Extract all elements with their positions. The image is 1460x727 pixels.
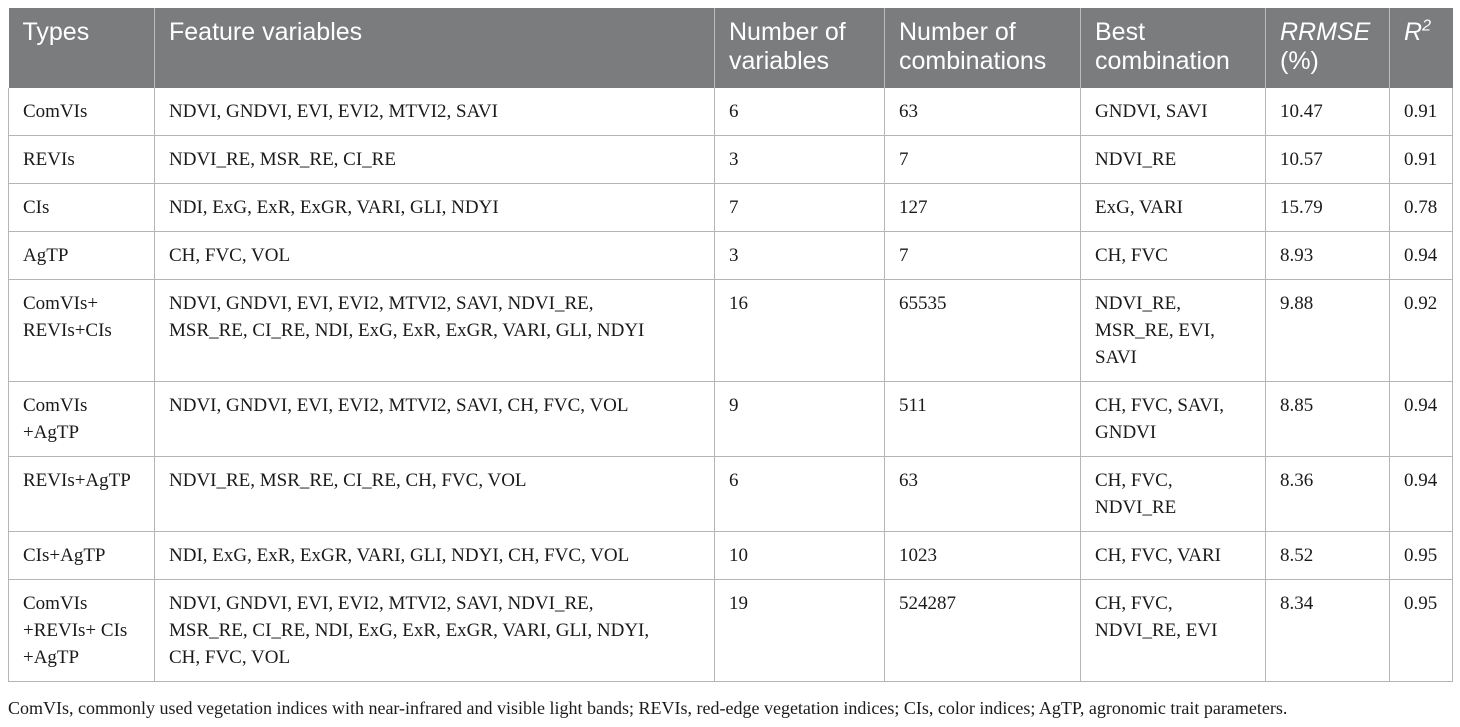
cell-best-combination: CH, FVC, NDVI_RE [1081,457,1266,532]
header-r-squared [1390,8,1453,88]
cell-number-of-variables: 16 [715,280,885,382]
cell-number-of-variables: 9 [715,382,885,457]
results-table [8,8,1453,682]
table-row [9,184,1453,232]
cell-number-of-combinations: 524287 [885,580,1081,682]
header-r-superscript: 2 [1422,17,1431,35]
cell-number-of-combinations: 63 [885,457,1081,532]
table-row [9,532,1453,580]
cell-number-of-variables: 6 [715,88,885,136]
cell-number-of-variables: 6 [715,457,885,532]
header-number-of-variables: Number of variables [715,8,885,88]
cell-number-of-combinations: 511 [885,382,1081,457]
cell-type: REVIs+AgTP [9,457,155,532]
cell-best-combination: NDVI_RE [1081,136,1266,184]
table-header [9,8,1453,88]
cell-r-squared: 0.94 [1390,382,1453,457]
cell-r-squared: 0.91 [1390,136,1453,184]
cell-type: REVIs [9,136,155,184]
cell-type: CIs [9,184,155,232]
cell-r-squared: 0.94 [1390,232,1453,280]
cell-number-of-combinations: 63 [885,88,1081,136]
table-row [9,88,1453,136]
cell-type: ComVIs [9,88,155,136]
cell-rrmse: 15.79 [1266,184,1390,232]
cell-best-combination: CH, FVC, SAVI, GNDVI [1081,382,1266,457]
cell-number-of-variables: 3 [715,232,885,280]
cell-feature-variables: NDI, ExG, ExR, ExGR, VARI, GLI, NDYI [155,184,715,232]
cell-number-of-combinations: 7 [885,136,1081,184]
cell-rrmse: 9.88 [1266,280,1390,382]
cell-number-of-variables: 3 [715,136,885,184]
cell-feature-variables: NDVI, GNDVI, EVI, EVI2, MTVI2, SAVI, CH, FVC, VOL [155,382,715,457]
cell-best-combination: CH, FVC, VARI [1081,532,1266,580]
cell-r-squared: 0.92 [1390,280,1453,382]
cell-rrmse: 8.34 [1266,580,1390,682]
table-row [9,580,1453,682]
cell-number-of-combinations: 7 [885,232,1081,280]
cell-feature-variables: NDVI_RE, MSR_RE, CI_RE [155,136,715,184]
results-table-container [8,8,1452,682]
table-row [9,457,1453,532]
header-r-label: R [1404,18,1423,46]
table-row [9,280,1453,382]
cell-rrmse: 8.85 [1266,382,1390,457]
cell-best-combination: CH, FVC, NDVI_RE, EVI [1081,580,1266,682]
cell-rrmse: 8.36 [1266,457,1390,532]
cell-r-squared: 0.95 [1390,532,1453,580]
table-footnote: ComVIs, commonly used vegetation indices with near-infrared and visible light bands; REVIs, red-edge vegetation indices; CIs, color indices; AgTP, agronomic trait parameters. [8,698,1288,718]
cell-best-combination: CH, FVC [1081,232,1266,280]
cell-feature-variables: NDVI, GNDVI, EVI, EVI2, MTVI2, SAVI, NDVI_RE, MSR_RE, CI_RE, NDI, ExG, ExR, ExGR, VARI, GLI, NDYI, CH, FVC, VOL [155,580,715,682]
cell-number-of-combinations: 127 [885,184,1081,232]
header-number-of-combinations: Number of combinations [885,8,1081,88]
cell-number-of-variables: 19 [715,580,885,682]
cell-best-combination: ExG, VARI [1081,184,1266,232]
table-row [9,232,1453,280]
cell-rrmse: 8.52 [1266,532,1390,580]
cell-r-squared: 0.78 [1390,184,1453,232]
cell-rrmse: 10.47 [1266,88,1390,136]
cell-number-of-variables: 7 [715,184,885,232]
header-types: Types [9,8,155,88]
cell-number-of-variables: 10 [715,532,885,580]
cell-feature-variables: CH, FVC, VOL [155,232,715,280]
cell-type: ComVIs +AgTP [9,382,155,457]
cell-type: AgTP [9,232,155,280]
table-row [9,382,1453,457]
cell-rrmse: 8.93 [1266,232,1390,280]
cell-number-of-combinations: 65535 [885,280,1081,382]
cell-type: ComVIs +REVIs+ CIs +AgTP [9,580,155,682]
header-rrmse-label: RRMSE [1280,18,1371,46]
cell-r-squared: 0.91 [1390,88,1453,136]
cell-r-squared: 0.94 [1390,457,1453,532]
cell-feature-variables: NDI, ExG, ExR, ExGR, VARI, GLI, NDYI, CH, FVC, VOL [155,532,715,580]
cell-best-combination: NDVI_RE, MSR_RE, EVI, SAVI [1081,280,1266,382]
header-rrmse [1266,8,1390,88]
cell-rrmse: 10.57 [1266,136,1390,184]
cell-feature-variables: NDVI_RE, MSR_RE, CI_RE, CH, FVC, VOL [155,457,715,532]
cell-feature-variables: NDVI, GNDVI, EVI, EVI2, MTVI2, SAVI [155,88,715,136]
cell-r-squared: 0.95 [1390,580,1453,682]
header-best-combination: Best combination [1081,8,1266,88]
cell-feature-variables: NDVI, GNDVI, EVI, EVI2, MTVI2, SAVI, NDVI_RE, MSR_RE, CI_RE, NDI, ExG, ExR, ExGR, VARI, GLI, NDYI [155,280,715,382]
cell-best-combination: GNDVI, SAVI [1081,88,1266,136]
cell-type: CIs+AgTP [9,532,155,580]
header-feature-variables: Feature variables [155,8,715,88]
table-body [9,88,1453,682]
cell-number-of-combinations: 1023 [885,532,1081,580]
cell-type: ComVIs+ REVIs+CIs [9,280,155,382]
header-rrmse-unit: (%) [1280,47,1319,75]
table-row [9,136,1453,184]
header-row [9,8,1453,88]
